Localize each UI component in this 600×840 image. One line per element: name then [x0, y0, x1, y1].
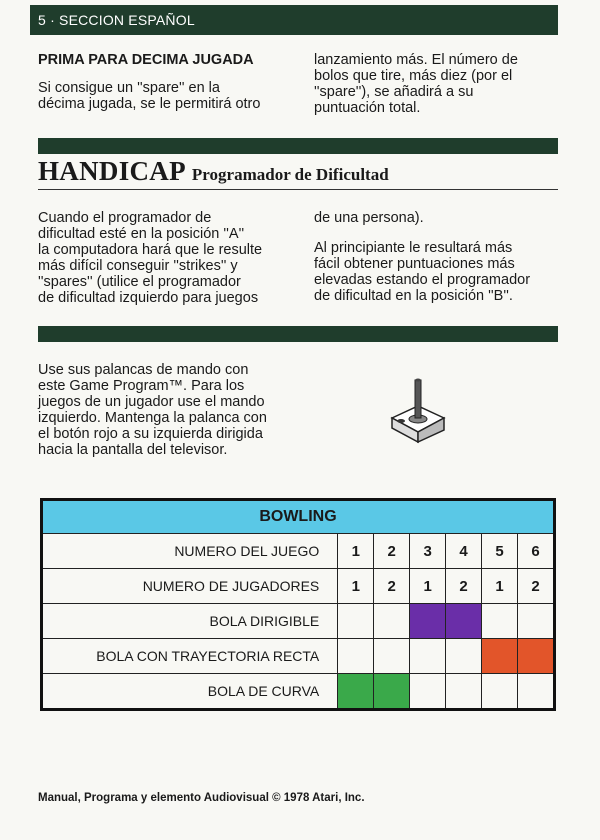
- table-cell: 4: [446, 534, 482, 569]
- row-label: BOLA DE CURVA: [42, 674, 338, 710]
- handicap-left-line: la computadora hará que le resulte: [38, 242, 263, 258]
- prima-right-line: ''spare''), se añadirá a su: [314, 84, 474, 100]
- row-label: BOLA CON TRAYECTORIA RECTA: [42, 639, 338, 674]
- table-cell: [482, 604, 518, 639]
- handicap-title: HANDICAP: [38, 156, 186, 186]
- controls-line: juegos de un jugador use el mando: [38, 394, 265, 410]
- table-cell: 1: [338, 534, 374, 569]
- prima-left-line: décima jugada, se le permitirá otro: [38, 96, 261, 112]
- table-cell: 3: [410, 534, 446, 569]
- handicap-right-line: de una persona).: [314, 210, 424, 226]
- table-cell: [338, 639, 374, 674]
- handicap-right-column: [314, 210, 564, 304]
- handicap-right-line: de dificultad en la posición ''B''.: [314, 288, 513, 304]
- table-cell: 5: [482, 534, 518, 569]
- table-cell: [518, 674, 555, 710]
- prima-left-column: [38, 52, 298, 112]
- table-row: [42, 674, 555, 710]
- controls-line: este Game Program™. Para los: [38, 378, 245, 394]
- table-row: [42, 569, 555, 604]
- table-cell: [482, 639, 518, 674]
- table-cell: [482, 674, 518, 710]
- section-label: 5 · SECCION ESPAÑOL: [38, 12, 195, 28]
- table-cell: [446, 604, 482, 639]
- table-cell: [374, 639, 410, 674]
- table-cell: 1: [338, 569, 374, 604]
- row-label: NUMERO DE JUGADORES: [42, 569, 338, 604]
- handicap-right-line: elevadas estando el programador: [314, 272, 531, 288]
- controls-line: hacia la pantalla del televisor.: [38, 442, 228, 458]
- prima-right-line: lanzamiento más. El número de: [314, 52, 518, 68]
- handicap-right-line: Al principiante le resultará más: [314, 240, 513, 256]
- joystick-icon: [388, 372, 448, 452]
- table-cell: [374, 674, 410, 710]
- handicap-right-spacer: [314, 226, 564, 240]
- table-cell: [410, 604, 446, 639]
- prima-left-line: Si consigue un ''spare'' en la: [38, 80, 220, 96]
- bowling-options-table: [40, 498, 556, 711]
- prima-right-column: [314, 52, 564, 116]
- handicap-left-line: ''spares'' (utilice el programador: [38, 274, 241, 290]
- table-cell: [518, 604, 555, 639]
- handicap-left-line: más difícil conseguir ''strikes'' y: [38, 258, 238, 274]
- handicap-right-line: fácil obtener puntuaciones más: [314, 256, 515, 272]
- table-cell: [518, 639, 555, 674]
- prima-title: PRIMA PARA DECIMA JUGADA: [38, 52, 254, 68]
- heading-rule: [38, 189, 558, 190]
- table-cell: 2: [446, 569, 482, 604]
- controls-text: [38, 362, 338, 458]
- table-cell: 1: [482, 569, 518, 604]
- row-label: BOLA DIRIGIBLE: [42, 604, 338, 639]
- section-header-bar: [30, 5, 558, 35]
- handicap-heading: [38, 156, 389, 187]
- controls-line: el botón rojo a su izquierda dirigida: [38, 426, 263, 442]
- table-cell: [374, 604, 410, 639]
- table-cell: [410, 674, 446, 710]
- controls-line: izquierdo. Mantenga la palanca con: [38, 410, 267, 426]
- controls-line: Use sus palancas de mando con: [38, 362, 249, 378]
- table-cell: [410, 639, 446, 674]
- table-cell: 6: [518, 534, 555, 569]
- prima-right-line: bolos que tire, más diez (por el: [314, 68, 513, 84]
- handicap-left-line: de dificultad izquierdo para juegos: [38, 290, 259, 306]
- table-cell: [338, 604, 374, 639]
- handicap-left-column: [38, 210, 308, 306]
- divider-band: [38, 326, 558, 342]
- table-cell: [446, 639, 482, 674]
- table-cell: 2: [374, 534, 410, 569]
- handicap-left-line: Cuando el programador de: [38, 210, 212, 226]
- table-cell: [446, 674, 482, 710]
- handicap-left-line: dificultad esté en la posición ''A'': [38, 226, 245, 242]
- table-cell: [338, 674, 374, 710]
- table-title: BOWLING: [42, 500, 555, 534]
- table-cell: 2: [374, 569, 410, 604]
- table-row: [42, 534, 555, 569]
- row-label: NUMERO DEL JUEGO: [42, 534, 338, 569]
- table-cell: 2: [518, 569, 555, 604]
- table-cell: 1: [410, 569, 446, 604]
- copyright-footer: Manual, Programa y elemento Audiovisual © 1978 Atari, Inc.: [38, 792, 365, 804]
- divider-band: [38, 138, 558, 154]
- handicap-subtitle: Programador de Dificultad: [191, 165, 389, 184]
- prima-right-line: puntuación total.: [314, 100, 421, 116]
- table-row: [42, 639, 555, 674]
- table-row: [42, 604, 555, 639]
